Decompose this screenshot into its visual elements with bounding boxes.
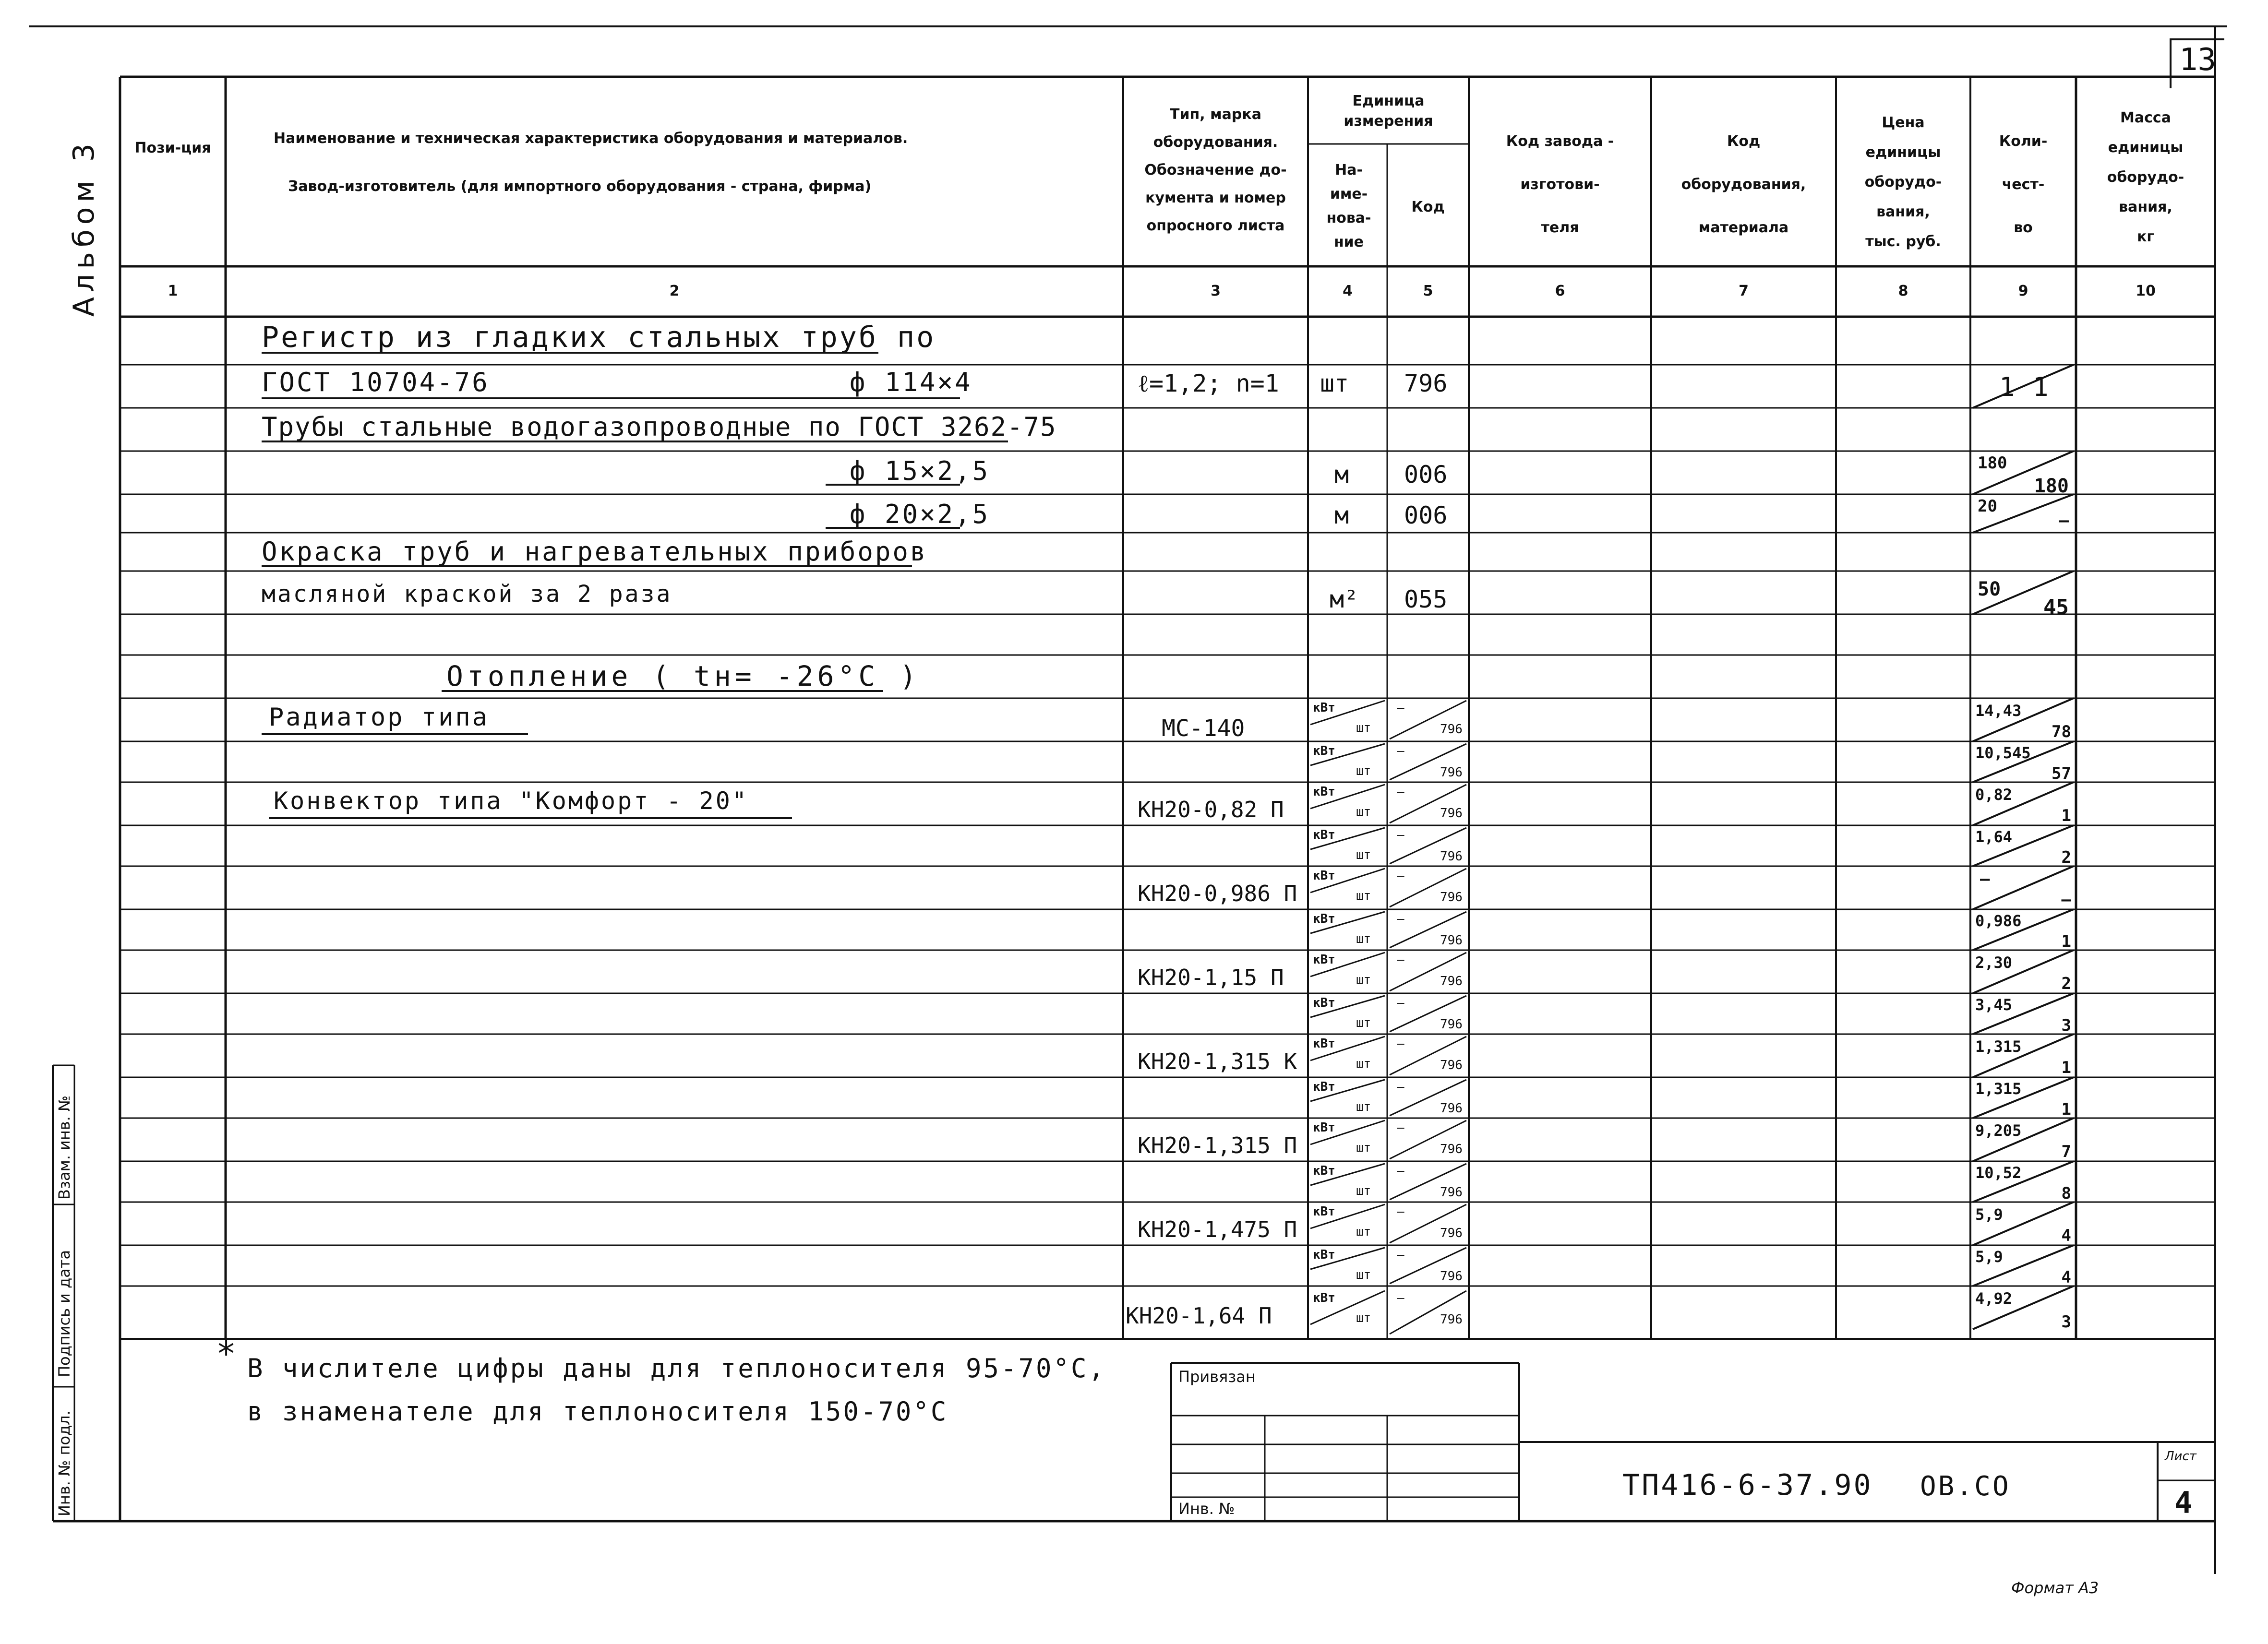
- sheet-label: Лист: [2165, 1449, 2196, 1464]
- header-col5: Код: [1411, 199, 1445, 215]
- unit-top: кВт: [1313, 1204, 1335, 1219]
- row-name: масляной краской за 2 раза: [262, 581, 672, 608]
- footnote-line2: в знаменателе для теплоносителя 150-70°С: [247, 1396, 948, 1427]
- header-col8-line: оборудо-: [1864, 174, 1942, 191]
- header-col7-line: Код: [1727, 133, 1761, 150]
- code-top: —: [1397, 701, 1404, 715]
- header-col8-line: вания,: [1876, 203, 1930, 220]
- unit-top: кВт: [1313, 744, 1335, 758]
- heating-name: Конвектор типа "Комфорт - 20": [274, 787, 748, 815]
- header-col8-line: единицы: [1865, 144, 1941, 161]
- header-col3-line: Обозначение до-: [1144, 162, 1287, 179]
- code-bot: 796: [1440, 974, 1463, 989]
- row-qty-top: 20: [1978, 497, 1997, 516]
- header-col3-line: оборудования.: [1153, 134, 1278, 151]
- heating-type: МС-140: [1162, 715, 1245, 742]
- header-col4-line: нова-: [1326, 210, 1371, 226]
- header-col4-line: име-: [1330, 186, 1368, 203]
- col-number: 1: [168, 283, 178, 299]
- col-number: 5: [1423, 283, 1433, 299]
- qty-top: 5,9: [1975, 1205, 2003, 1224]
- qty-bot: 2: [2061, 848, 2071, 867]
- code-bot: 796: [1440, 933, 1463, 948]
- stamp-bound: Привязан: [1178, 1368, 1256, 1386]
- unit-bot: шт: [1356, 889, 1371, 903]
- header-col9-line: во: [2014, 219, 2033, 236]
- unit-bot: шт: [1356, 932, 1371, 946]
- row-code: 006: [1404, 501, 1448, 529]
- qty-bot: 8: [2061, 1184, 2071, 1203]
- header-col7-line: материала: [1698, 219, 1789, 236]
- unit-top: кВт: [1313, 1080, 1335, 1094]
- heating-type: КН20-0,82 П: [1138, 797, 1284, 822]
- heating-type: КН20-1,64 П: [1126, 1303, 1272, 1329]
- qty-top: 1,315: [1975, 1080, 2022, 1098]
- header-col9-line: чест-: [2002, 176, 2045, 193]
- row-unit: м: [1334, 501, 1349, 529]
- col-number: 6: [1555, 283, 1565, 299]
- unit-top: кВт: [1313, 869, 1335, 883]
- unit-top: кВт: [1313, 828, 1335, 842]
- header-col4-line: ние: [1333, 234, 1364, 250]
- qty-top: 2,30: [1975, 953, 2013, 972]
- album-label: Альбом 3: [67, 139, 101, 317]
- row-unit: м²: [1330, 585, 1359, 613]
- unit-top: кВт: [1313, 1120, 1335, 1135]
- qty-top: 1,315: [1975, 1037, 2022, 1056]
- qty-top: 0,986: [1975, 912, 2022, 930]
- code-bot: 796: [1440, 1101, 1463, 1116]
- row-code: 055: [1404, 585, 1448, 613]
- qty-top: 14,43: [1975, 702, 2022, 720]
- row-spec: ф 15×2,5: [850, 456, 990, 486]
- unit-bot: шт: [1356, 848, 1371, 862]
- code-bot: 796: [1440, 1017, 1463, 1032]
- code-bot: 796: [1440, 849, 1463, 864]
- row-name: ГОСТ 10704-76: [262, 367, 490, 397]
- footnote-line1: В числителе цифры даны для теплоносителя 95-70°С,: [247, 1353, 1106, 1383]
- code-top: —: [1397, 785, 1404, 799]
- footnote-mark: *: [216, 1334, 237, 1373]
- col-number: 4: [1343, 283, 1353, 299]
- unit-top: кВт: [1313, 785, 1335, 799]
- header-col3-line: кумента и номер: [1145, 190, 1286, 206]
- code-bot: 796: [1440, 1058, 1463, 1072]
- header-col9: [1973, 120, 2074, 250]
- code-top: —: [1397, 828, 1404, 842]
- sheet-number: 13: [2179, 42, 2217, 78]
- header-col6-line: теля: [1541, 219, 1579, 236]
- qty-top: 0,82: [1975, 786, 2013, 804]
- unit-bot: шт: [1356, 805, 1371, 819]
- header-col4: [1310, 158, 1387, 254]
- header-col10-line: единицы: [2108, 139, 2184, 156]
- qty-top: 10,545: [1975, 744, 2031, 762]
- paper-format: Формат А3: [2011, 1579, 2099, 1597]
- unit-top: кВт: [1313, 1248, 1335, 1262]
- col-number: 3: [1211, 283, 1221, 299]
- header-col7: [1654, 120, 1834, 250]
- row-name: Регистр из гладких стальных труб по: [262, 321, 936, 354]
- header-col10-line: оборудо-: [2107, 169, 2184, 186]
- unit-top: кВт: [1313, 996, 1335, 1010]
- header-col10-line: Масса: [2120, 109, 2171, 126]
- unit-bot: шт: [1356, 1141, 1371, 1155]
- row-code: 006: [1404, 461, 1448, 488]
- qty-bot: 1: [2061, 932, 2071, 951]
- unit-top: кВт: [1313, 1036, 1335, 1051]
- heating-type: КН20-1,315 П: [1138, 1132, 1297, 1158]
- unit-bot: шт: [1356, 1016, 1371, 1030]
- header-col3: [1126, 101, 1306, 240]
- section-title: Отопление ( tн= -26°С ): [446, 660, 921, 692]
- header-col4-line: На-: [1335, 162, 1363, 179]
- code-top: —: [1397, 869, 1404, 883]
- header-col1: Пози-ция: [134, 140, 211, 156]
- qty-bot: 1: [2061, 806, 2071, 825]
- heating-name: Радиатор типа: [269, 703, 489, 732]
- header-col3-line: Тип, марка: [1170, 106, 1261, 123]
- code-top: —: [1397, 1248, 1404, 1262]
- code-bot: 796: [1440, 1142, 1463, 1156]
- code-bot: 796: [1440, 890, 1463, 905]
- col-number: 7: [1739, 283, 1749, 299]
- doc-code: ТП416-6-37.90: [1622, 1468, 1873, 1502]
- row-qty-bot: 1: [2033, 372, 2049, 402]
- heating-type: КН20-1,475 П: [1138, 1216, 1297, 1242]
- header-col10: [2078, 103, 2213, 252]
- row-qty-top: 50: [1978, 578, 2001, 600]
- unit-bot: шт: [1356, 764, 1371, 778]
- col-number: 9: [2018, 283, 2028, 299]
- header-col9-line: Коли-: [1999, 133, 2048, 150]
- heating-type: КН20-1,15 П: [1138, 965, 1284, 990]
- code-top: —: [1397, 1164, 1404, 1178]
- qty-top: 10,52: [1975, 1164, 2022, 1182]
- qty-bot: —: [2061, 890, 2071, 909]
- code-bot: 796: [1440, 806, 1463, 821]
- side-label-replace: Взам. инв. №: [55, 1095, 73, 1200]
- header-col3-line: опросного листа: [1146, 217, 1285, 234]
- code-top: —: [1397, 1291, 1404, 1305]
- unit-bot: шт: [1356, 1184, 1371, 1198]
- code-top: —: [1397, 996, 1404, 1010]
- code-bot: 796: [1440, 1312, 1463, 1327]
- code-top: —: [1397, 912, 1404, 926]
- unit-bot: шт: [1356, 1100, 1371, 1114]
- qty-bot: 4: [2061, 1226, 2071, 1245]
- unit-top: кВт: [1313, 701, 1335, 715]
- header-col10-line: кг: [2136, 228, 2155, 245]
- unit-bot: шт: [1356, 1057, 1371, 1071]
- header-col7-line: оборудования,: [1681, 176, 1806, 193]
- heating-type: КН20-0,986 П: [1138, 881, 1297, 906]
- unit-top: кВт: [1313, 953, 1335, 967]
- doc-section: ОВ.СО: [1920, 1471, 2011, 1502]
- code-top: —: [1397, 1204, 1404, 1219]
- header-col6: [1471, 120, 1649, 250]
- qty-bot: 1: [2061, 1058, 2071, 1077]
- qty-top: 3,45: [1975, 996, 2013, 1014]
- header-col10-line: вания,: [2119, 199, 2172, 215]
- header-col45-line: Единица: [1352, 93, 1425, 109]
- header-col6-line: изготови-: [1520, 176, 1600, 193]
- side-label-inv: Инв. № подл.: [55, 1410, 73, 1516]
- qty-bot: 7: [2061, 1142, 2071, 1161]
- row-qty-bot: 180: [2034, 475, 2069, 497]
- qty-bot: 3: [2061, 1016, 2071, 1035]
- code-top: —: [1397, 1080, 1404, 1094]
- qty-top: 5,9: [1975, 1248, 2003, 1266]
- row-qty-top: 1: [1999, 372, 2015, 402]
- row-spec: ф 20×2,5: [850, 499, 990, 529]
- unit-bot: шт: [1356, 1311, 1371, 1325]
- sheet-no: 4: [2174, 1485, 2193, 1520]
- unit-bot: шт: [1356, 1268, 1371, 1282]
- code-top: —: [1397, 1036, 1404, 1051]
- row-qty-bot: —: [2059, 511, 2069, 530]
- header-col8-line: Цена: [1882, 114, 1925, 131]
- stamp-inv: Инв. №: [1178, 1500, 1235, 1518]
- qty-bot: 1: [2061, 1100, 2071, 1119]
- code-bot: 796: [1440, 765, 1463, 780]
- qty-bot: 3: [2061, 1312, 2071, 1332]
- qty-bot: 57: [2052, 764, 2071, 783]
- row-name: Окраска труб и нагревательных приборов: [262, 536, 928, 567]
- row-spec: ф 114×4: [850, 367, 972, 397]
- unit-top: кВт: [1313, 1291, 1335, 1305]
- qty-top: 4,92: [1975, 1289, 2013, 1308]
- code-bot: 796: [1440, 1226, 1463, 1240]
- code-bot: 796: [1440, 722, 1463, 737]
- side-label-sign: Подпись и дата: [55, 1250, 73, 1377]
- code-bot: 796: [1440, 1185, 1463, 1200]
- unit-top: кВт: [1313, 1164, 1335, 1178]
- row-name: Трубы стальные водогазопроводные по ГОСТ 3262-75: [262, 412, 1057, 442]
- col-number: 2: [669, 283, 680, 299]
- header-col8: [1838, 108, 1968, 257]
- heating-type: КН20-1,315 К: [1138, 1048, 1297, 1074]
- col-number: 8: [1898, 283, 1908, 299]
- row-code: 796: [1404, 369, 1448, 397]
- row-qty-bot: 45: [2043, 595, 2069, 619]
- qty-bot: 78: [2052, 722, 2071, 741]
- col-number: 10: [2136, 283, 2156, 299]
- header-col45-top: [1310, 91, 1466, 131]
- row-unit: шт: [1320, 369, 1349, 397]
- unit-bot: шт: [1356, 973, 1371, 987]
- row-unit: м: [1334, 461, 1349, 488]
- code-bot: 796: [1440, 1269, 1463, 1284]
- header-col2-line1: Наименование и техническая характеристика оборудования и материалов.: [274, 130, 908, 147]
- qty-top: —: [1980, 870, 1990, 889]
- qty-bot: 4: [2061, 1268, 2071, 1287]
- header-col2-line2: Завод-изготовитель (для импортного оборудования - страна, фирма): [288, 178, 872, 195]
- qty-top: 9,205: [1975, 1121, 2022, 1140]
- header-col45-line: измерения: [1344, 113, 1433, 130]
- row-type: ℓ=1,2; n=1: [1138, 369, 1279, 397]
- unit-bot: шт: [1356, 1225, 1371, 1239]
- qty-top: 1,64: [1975, 828, 2013, 846]
- row-qty-top: 180: [1978, 453, 2007, 473]
- unit-bot: шт: [1356, 721, 1371, 735]
- header-col6-line: Код завода -: [1506, 133, 1614, 150]
- header-col8-line: тыс. руб.: [1865, 233, 1941, 250]
- code-top: —: [1397, 953, 1404, 967]
- unit-top: кВт: [1313, 912, 1335, 926]
- code-top: —: [1397, 1120, 1404, 1135]
- qty-bot: 2: [2061, 974, 2071, 993]
- code-top: —: [1397, 744, 1404, 758]
